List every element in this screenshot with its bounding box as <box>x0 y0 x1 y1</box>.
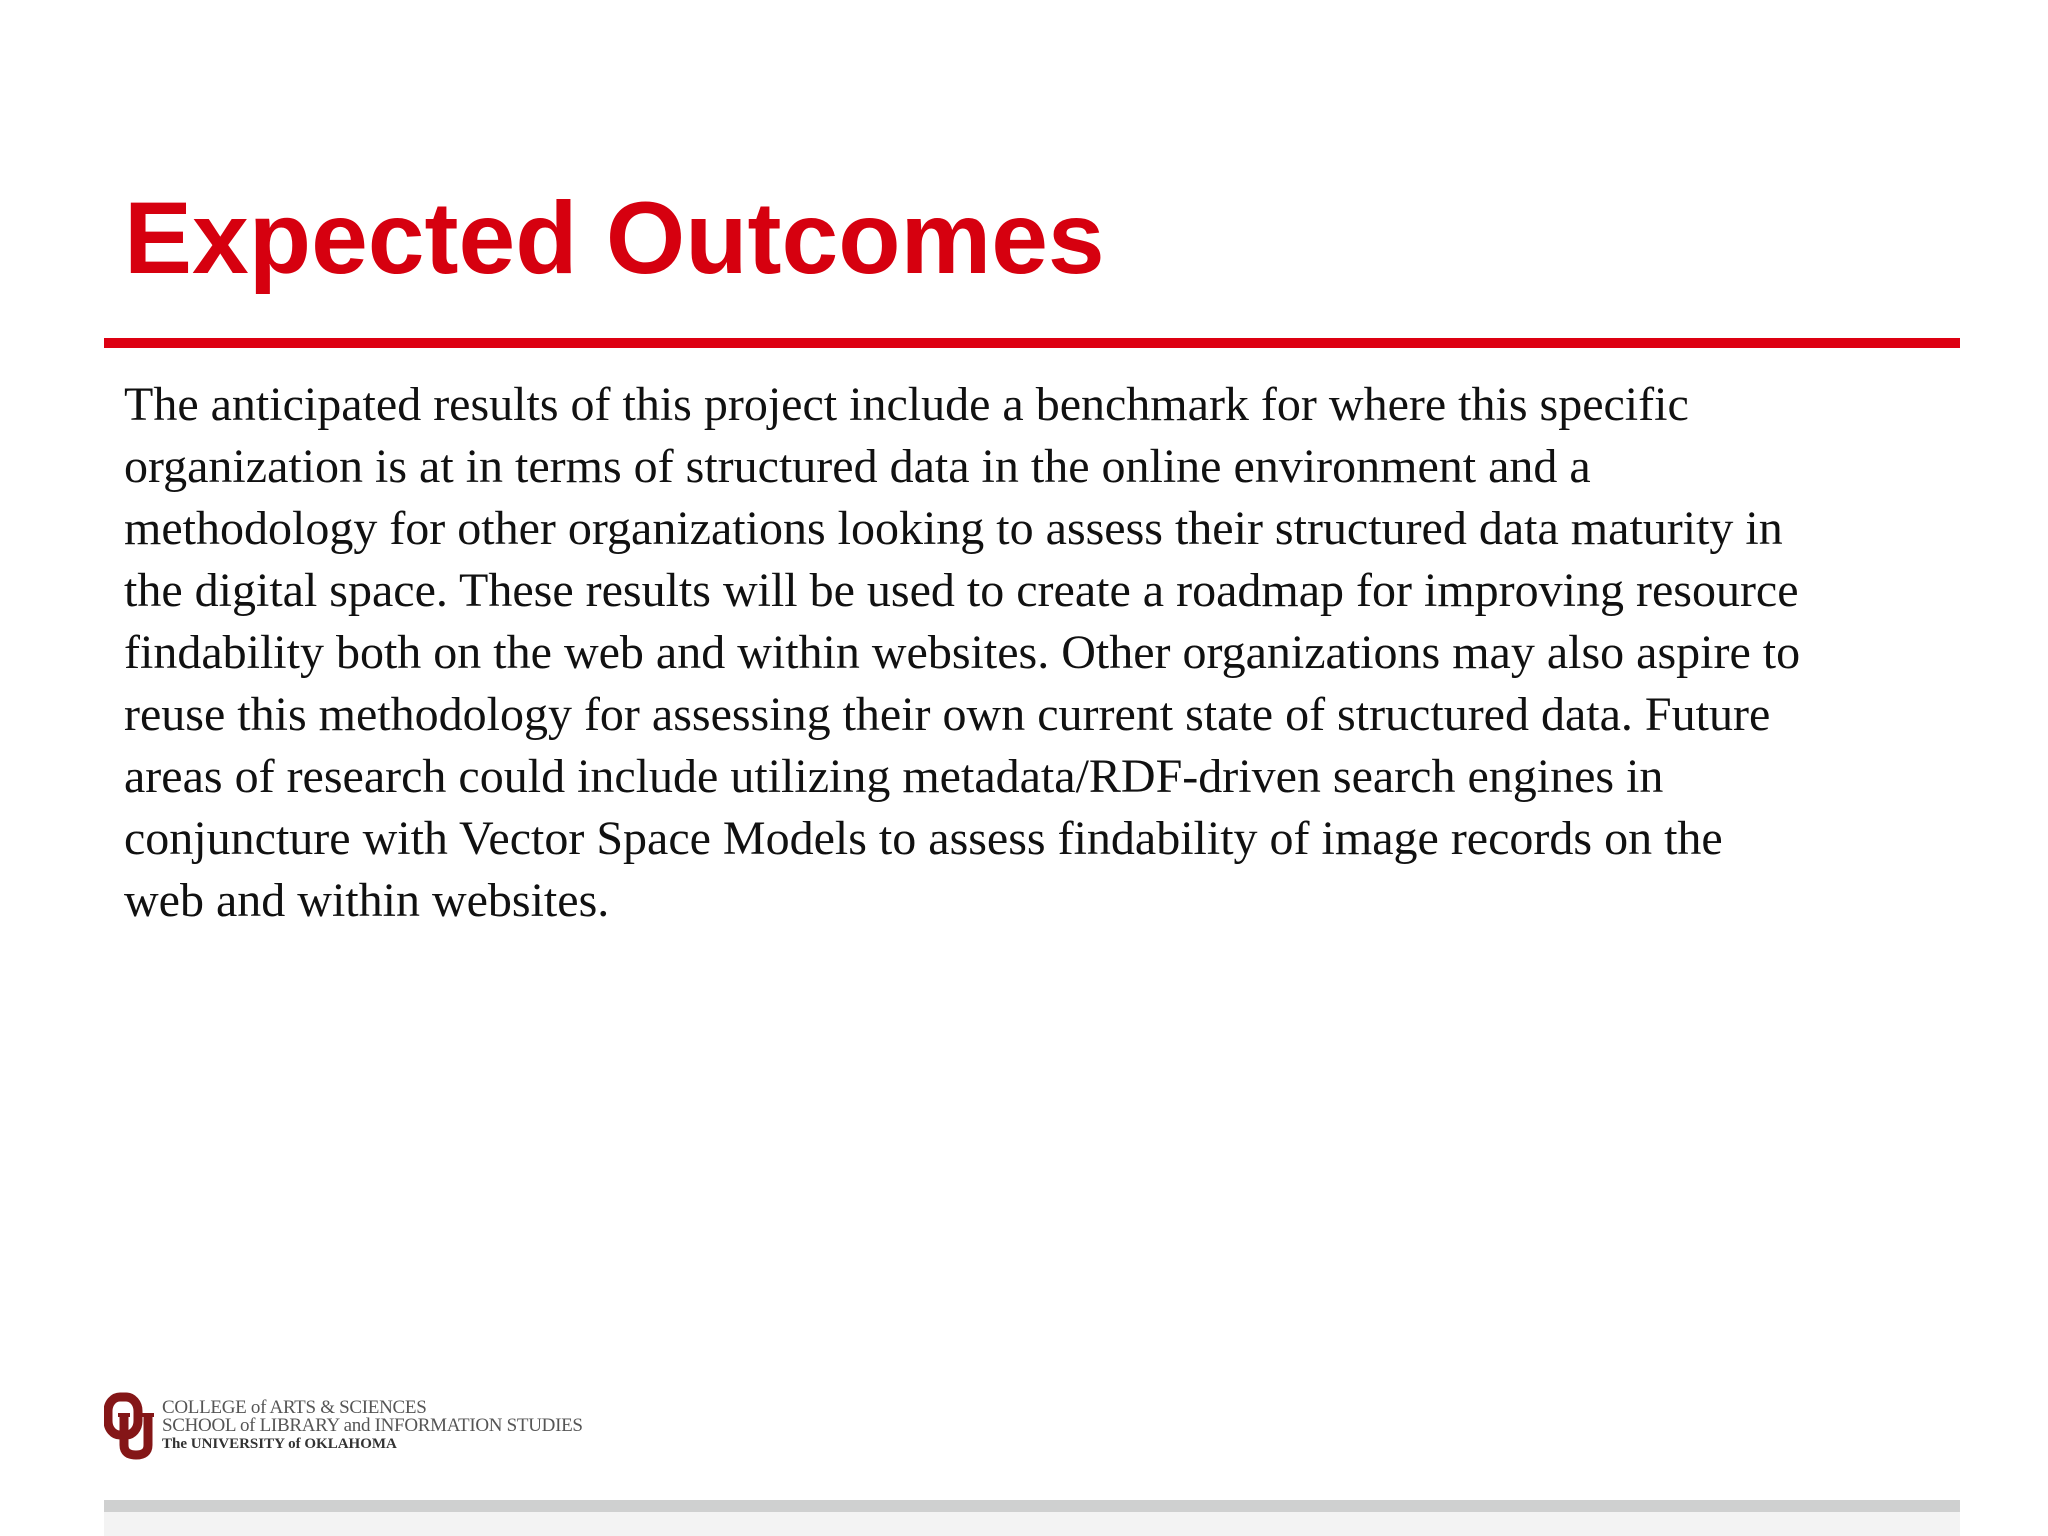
body-line: The anticipated results of this project include a benchmark for where this specific <box>124 378 1689 431</box>
body-line: areas of research could include utilizing metadata/RDF-driven search engines in <box>124 750 1664 803</box>
footer-band <box>104 1500 1960 1512</box>
body-line: organization is at in terms of structured data in the online environment and a <box>124 440 1591 493</box>
body-line: the digital space. These results will be used to create a roadmap for improving resource <box>124 564 1799 617</box>
body-line: reuse this methodology for assessing their own current state of structured data. Future <box>124 688 1771 741</box>
logo-university-name: The UNIVERSITY of OKLAHOMA <box>162 1436 397 1452</box>
logo-college-name: COLLEGE of ARTS & SCIENCES <box>162 1397 427 1418</box>
logo-school-name: SCHOOL of LIBRARY and INFORMATION STUDIES <box>162 1415 583 1436</box>
body-line: findability both on the web and within websites. Other organizations may also aspire to <box>124 626 1801 679</box>
title-divider <box>104 338 1960 348</box>
slide-body <box>124 374 1954 932</box>
footer-band-bottom <box>104 1512 1960 1536</box>
institution-logo <box>104 1390 583 1462</box>
logo-text <box>162 1399 583 1453</box>
body-line: methodology for other organizations looking to assess their structured data maturity in <box>124 502 1783 555</box>
body-line: conjuncture with Vector Space Models to assess findability of image records on the <box>124 812 1723 865</box>
body-line: web and within websites. <box>124 874 610 927</box>
slide-title: Expected Outcomes <box>124 181 1105 295</box>
ou-logo-icon <box>104 1391 156 1461</box>
